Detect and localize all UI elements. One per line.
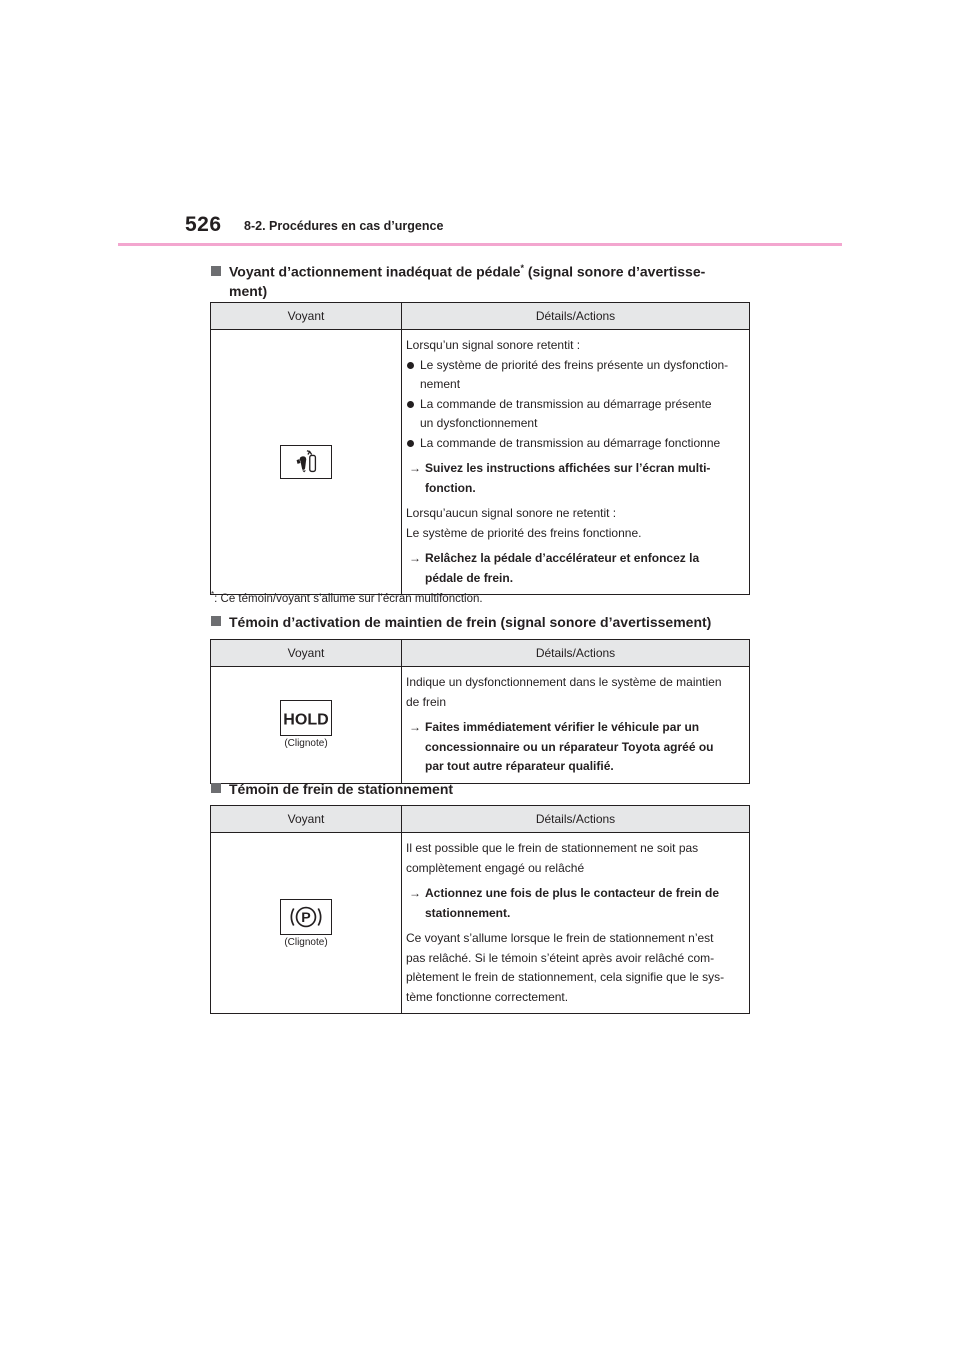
voyant-cell [211, 330, 402, 595]
section-title-hold: Témoin d’activation de maintien de frein (signal sonore d’avertissement) [211, 613, 711, 632]
arrow-icon: → [409, 551, 421, 565]
section-title-pedal: Voyant d’actionnement inadéquat de pédale* (signal sonore d’avertisse- ment) [211, 259, 705, 301]
square-bullet-icon [211, 783, 221, 793]
arrow-icon: → [409, 461, 421, 475]
list-item: La commande de transmission au démarrage présente [406, 395, 746, 415]
voyant-cell [211, 667, 402, 784]
column-header-details: Détails/Actions [402, 640, 750, 667]
hold-indicator-icon [280, 700, 332, 736]
section-title-parking: Témoin de frein de stationnement [211, 780, 453, 799]
column-header-details: Détails/Actions [402, 806, 750, 833]
action-item: → Suivez les instructions affichées sur l’écran multi- fonction. [409, 461, 711, 495]
action-item: → Actionnez une fois de plus le contacteur de frein de stationnement. [409, 886, 720, 920]
parking-brake-table [210, 805, 750, 1014]
action-item: → Relâchez la pédale d’accélérateur et enfoncez la pédale de frein. [409, 551, 700, 585]
pedal-warning-table [210, 302, 750, 595]
blink-caption: (Clignote) [284, 738, 328, 750]
header-divider [118, 243, 842, 246]
arrow-icon: → [409, 886, 421, 900]
list-item: Le système de priorité des freins présente un dysfonction- [406, 356, 746, 376]
voyant-cell [211, 833, 402, 1014]
pedal-warning-icon [280, 445, 332, 479]
arrow-icon: → [409, 720, 421, 734]
hold-table [210, 639, 750, 784]
hold-icon-label: HOLD [283, 710, 329, 729]
footnote: *: Ce témoin/voyant s’allume sur l’écran multifonction. [211, 590, 483, 605]
details-cell: Indique un dysfonctionnement dans le système de maintien de frein → Faites immédiatement vérifier le véhicule par un concessionnaire ou un réparateur Toyota agréé ou par tout autre réparateur qualifié. [402, 667, 750, 784]
column-header-voyant: Voyant [211, 640, 402, 667]
square-bullet-icon [211, 266, 221, 276]
list-item: La commande de transmission au démarrage fonctionne [406, 434, 746, 454]
column-header-voyant: Voyant [211, 806, 402, 833]
page-number: 526 [185, 213, 222, 236]
column-header-voyant: Voyant [211, 303, 402, 330]
chapter-title: 8-2. Procédures en cas d’urgence [244, 219, 444, 233]
details-cell: Il est possible que le frein de stationnement ne soit pas complètement engagé ou relâché → Actionnez une fois de plus le contacteur de frein de stationnement. Ce voyant s’allume lorsque le frein de stationnement n’est pas relâché. Si le témoin s’éteint après avoir relâché com- plètement le frein de stationnement, cela signifie que le sys- tème fonctionne correctement. [402, 833, 750, 1014]
blink-caption: (Clignote) [284, 936, 328, 948]
column-header-details: Détails/Actions [402, 303, 750, 330]
action-item: → Faites immédiatement vérifier le véhicule par un concessionnaire ou un réparateur Toyota agréé ou par tout autre réparateur qualifié. [409, 720, 714, 773]
parking-icon-label: P [301, 909, 311, 926]
square-bullet-icon [211, 616, 221, 626]
details-cell: Lorsqu’un signal sonore retentit : Le système de priorité des freins présente un dysfonction- nement La commande de transmission au démarrage présente un dysfonctionnement La commande de transmission au démarrage fonctionne → Suivez les instructions affichées sur l’écran multi- fonction. Lorsqu’aucun signal sonore ne retentit : Le système de priorité des freins fonctionne. → Relâchez la pédale d’accélérateur et enfoncez la pédale de frein. [402, 330, 750, 595]
parking-brake-icon [280, 899, 332, 935]
